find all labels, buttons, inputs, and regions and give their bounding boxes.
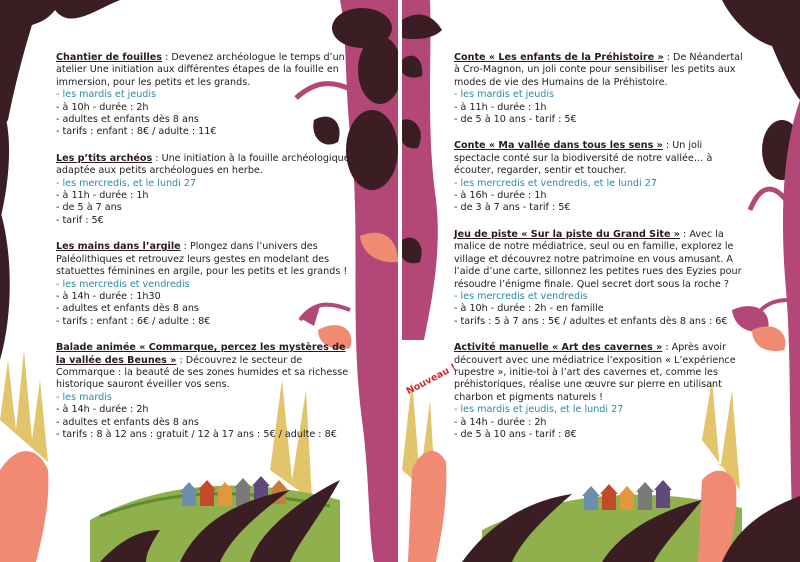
activity-description: : Devenez archéologue le temps d’un atelier Une initiation aux différentes étapes de la fouille en immersion, pour les petits et les grands. xyxy=(56,52,345,88)
activity-description: : Une initiation à la fouille archéologique adaptée aux petits archéologues en herbe. xyxy=(56,152,350,177)
activity-detail: - tarifs : enfant : 8€ / adulte : 11€ xyxy=(56,126,217,138)
activity-title: Conte « Les enfants de la Préhistoire » xyxy=(454,52,664,63)
activity-detail: - adultes et enfants dès 8 ans xyxy=(56,416,199,428)
activity-description: : Plongez dans l’univers des Paléolithiques et retrouvez leurs gestes en modelant des statuettes féminines en argile, pour les petits et les grands ! xyxy=(56,241,348,278)
activity-detail: - de 3 à 7 ans - tarif : 5€ xyxy=(454,202,571,214)
activity-description: : Découvrez le secteur de Commarque : la beauté de ses zones humides et sa richesse historique sauront éveiller vos sens. xyxy=(56,354,349,391)
activity-detail: - de 5 à 10 ans - tarif : 5€ xyxy=(454,114,577,126)
activity-chantier-de-fouilles xyxy=(56,52,356,139)
activity-detail: - tarifs : 8 à 12 ans : gratuit / 12 à 17 ans : 5€ / adulte : 8€ xyxy=(56,428,337,440)
activity-description: : Après avoir découvert avec une médiatrice l’exposition « L’expérience rupestre », initie-toi à l’art des cavernes et, comme les préhistoriques, réalise une œuvre sur pierre en utilisant charbon et pigments naturels ! xyxy=(454,342,736,403)
right-page xyxy=(402,0,800,562)
activity-description: : Avec la malice de notre médiatrice, seul ou en famille, explorez le village et découvrez notre patrimoine en vous amusant. A l’aide d’une carte, sillonnez les petites rues des Eyzies pour résoudre l’énigme finale. Quel secret dort sous la roche ? xyxy=(454,228,742,290)
activity-schedule: - les mercredis et vendredis xyxy=(56,278,190,290)
activity-detail: - tarif : 5€ xyxy=(56,214,104,226)
activity-schedule: - les mardis et jeudis, et le lundi 27 xyxy=(454,404,624,416)
activity-jeu-de-piste xyxy=(454,229,744,328)
activity-title: Activité manuelle « Art des cavernes » xyxy=(454,342,663,354)
activity-conte-ma-vallee xyxy=(454,140,744,214)
activity-schedule: - les mardis xyxy=(56,391,112,403)
activity-detail: - à 10h - durée : 2h - en famille xyxy=(454,303,604,315)
activity-title: Chantier de fouilles xyxy=(56,52,163,63)
activity-ptits-archeos xyxy=(56,153,356,227)
activity-detail: - à 16h - durée : 1h xyxy=(454,190,547,202)
activity-detail: - tarifs : 5 à 7 ans : 5€ / adultes et enfants dès 8 ans : 6€ xyxy=(454,315,728,327)
activity-description: : Un joli spectacle conté sur la biodiversité de notre vallée… à écouter, regarder, sentir et toucher. xyxy=(454,140,713,177)
left-activities xyxy=(56,52,356,455)
activity-detail: - à 14h - durée : 2h xyxy=(56,404,149,416)
activity-detail: - à 10h - durée : 2h xyxy=(56,101,149,113)
activity-title: Conte « Ma vallée dans tous les sens » xyxy=(454,140,663,152)
activity-schedule: - les mercredis et vendredis xyxy=(454,290,588,302)
activity-schedule: - les mercredis, et le lundi 27 xyxy=(56,177,197,189)
activity-detail: - à 14h - durée : 2h xyxy=(454,416,547,428)
activity-art-des-cavernes xyxy=(454,342,744,441)
activity-detail: - à 14h - durée : 1h30 xyxy=(56,290,161,302)
activity-schedule: - les mardis et jeudis xyxy=(56,89,157,101)
activity-schedule: - les mardis et jeudis xyxy=(454,89,555,101)
new-badge: Nouveau ! xyxy=(404,361,459,398)
activity-detail: - à 11h - durée : 1h xyxy=(56,190,149,202)
activity-detail: - adultes et enfants dès 8 ans xyxy=(56,303,199,315)
activity-detail: - tarifs : enfant : 6€ / adulte : 8€ xyxy=(56,315,211,327)
activity-detail: - de 5 à 7 ans xyxy=(56,202,122,214)
left-page xyxy=(0,0,398,562)
activity-detail: - adultes et enfants dès 8 ans xyxy=(56,114,199,126)
activity-title: Jeu de piste « Sur la piste du Grand Site » xyxy=(454,228,680,240)
activity-schedule: - les mercredis et vendredis, et le lundi 27 xyxy=(454,177,657,189)
activity-mains-dans-argile xyxy=(56,241,356,328)
activity-detail: - de 5 à 10 ans - tarif : 8€ xyxy=(454,428,577,440)
activity-title: Les p’tits archéos xyxy=(56,152,153,164)
right-activities xyxy=(454,52,744,455)
activity-detail: - à 11h - durée : 1h xyxy=(454,101,547,113)
activity-title: Balade animée « Commarque, percez les mystères de la vallée des Beunes » xyxy=(56,342,346,366)
activity-description: : De Néandertal à Cro-Magnon, un joli conte pour sensibiliser les petits aux modes de vie des Humains de la Préhistoire. xyxy=(454,52,743,88)
activity-title: Les mains dans l’argile xyxy=(56,241,181,253)
activity-balade-commarque xyxy=(56,342,356,441)
activity-conte-enfants-prehistoire xyxy=(454,52,744,126)
